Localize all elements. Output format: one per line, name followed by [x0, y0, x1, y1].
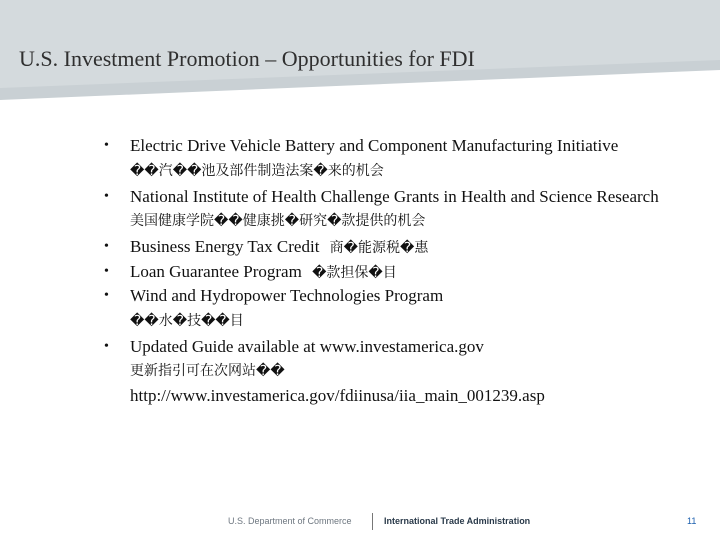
bullet-text-en: Business Energy Tax Credit	[130, 237, 320, 256]
bullet-item	[104, 135, 704, 185]
bullet-item	[104, 236, 704, 260]
bullet-dot: •	[104, 263, 109, 279]
page-number: 11	[687, 516, 697, 526]
footer-agency: International Trade Administration	[384, 516, 531, 526]
bullet-item	[104, 285, 704, 335]
slide-footer	[0, 516, 720, 536]
bullet-text-en: Electric Drive Vehicle Battery and Component Manufacturing Initiative	[130, 136, 619, 155]
bullet-text-zh: ��汽��池及部件制造法案�来的机会	[130, 162, 384, 179]
bullet-text-en: Loan Guarantee Program	[130, 261, 302, 281]
bullet-text-en: National Institute of Health Challenge Grants in Health and Science Research	[130, 186, 659, 206]
bullet-item	[104, 261, 704, 285]
bullet-list	[104, 135, 704, 409]
bullet-text-zh: 美国健康学院��健康挑�研究�款提供的机会	[130, 213, 426, 229]
title-band	[0, 0, 720, 100]
bullet-text-en: Updated Guide available at www.investamerica.gov	[130, 336, 484, 356]
bullet-dot: •	[104, 338, 109, 354]
bullet-item	[104, 336, 704, 408]
slide-title: U.S. Investment Promotion – Opportunities for FDI	[19, 46, 475, 71]
bullet-text-zh: �款担保�目	[312, 264, 397, 281]
bullet-text-zh: 更新指引可在次网站��	[130, 363, 285, 379]
bullet-text-en: Wind and Hydropower Technologies Program	[130, 286, 444, 305]
bullet-dot: •	[104, 138, 109, 153]
footer-department: U.S. Department of Commerce	[228, 516, 352, 526]
footer-divider	[372, 513, 373, 530]
guide-url-link[interactable]: http://www.investamerica.gov/fdiinusa/iia_main_001239.asp	[130, 386, 545, 405]
bullet-dot: •	[104, 288, 109, 303]
bullet-item	[104, 186, 704, 236]
bullet-text-zh: 商�能源税�惠	[329, 240, 429, 256]
bullet-text-zh: ��水�技��目	[130, 312, 244, 329]
bullet-dot: •	[104, 239, 109, 254]
bullet-dot: •	[104, 188, 109, 204]
